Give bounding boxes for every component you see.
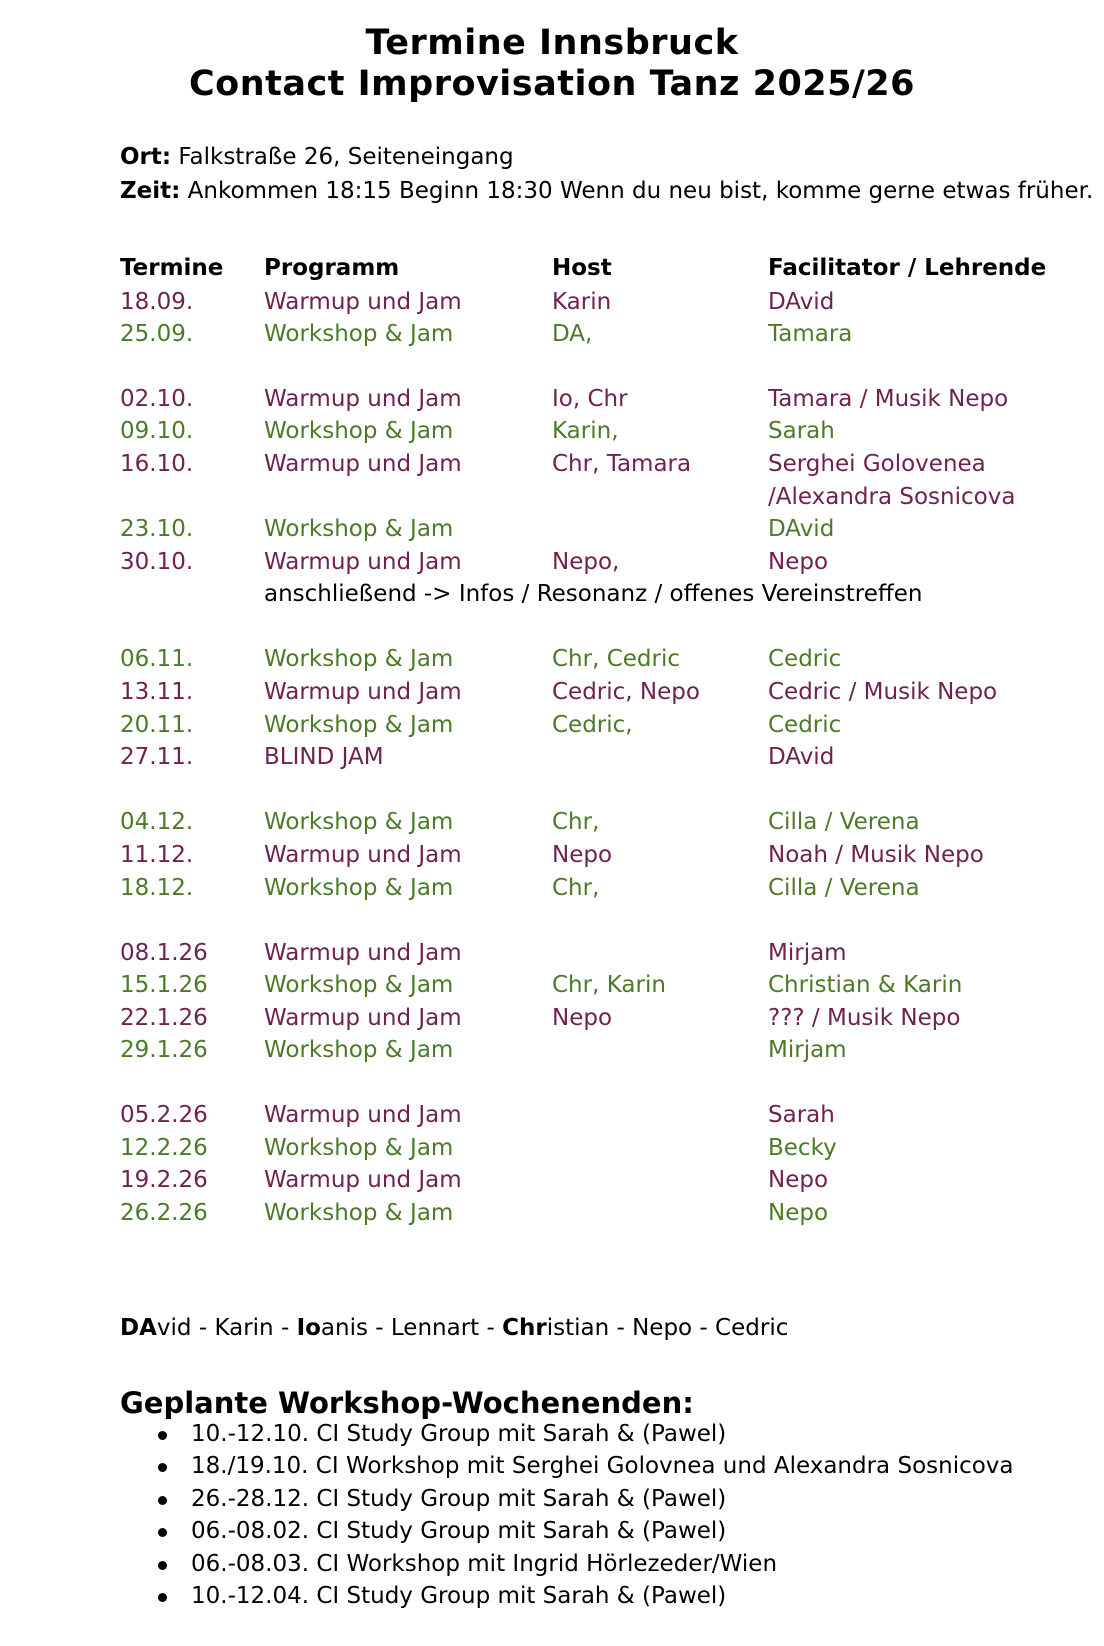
row-date: 08.1.26 [120, 940, 208, 966]
row-date: 12.2.26 [120, 1135, 208, 1161]
row-date: 26.2.26 [120, 1200, 208, 1226]
row-facilitator: Sarah [768, 1102, 835, 1128]
row-facilitator: Nepo [768, 549, 829, 575]
row-date: 15.1.26 [120, 972, 208, 998]
name-abbrev: DA [120, 1315, 157, 1341]
row-facilitator: Cilla / Verena [768, 809, 920, 835]
row-program: Warmup und Jam [264, 1005, 462, 1031]
location-label: Ort: [120, 144, 172, 170]
row-facilitator: Nepo [768, 1167, 829, 1193]
location-value: Falkstraße 26, Seiteneingang [171, 144, 514, 170]
row-host: Chr, Cedric [552, 646, 681, 672]
names-separator: - [367, 1315, 391, 1341]
row-host: Chr, Tamara [552, 451, 692, 477]
row-date: 25.09. [120, 321, 194, 347]
row-date: 13.11. [120, 679, 194, 705]
row-date: 29.1.26 [120, 1037, 208, 1063]
row-date: 20.11. [120, 712, 194, 738]
names-legend [120, 1312, 788, 1344]
time-label: Zeit: [120, 178, 181, 204]
row-program: Warmup und Jam [264, 842, 462, 868]
page-title-line-1: Termine Innsbruck [365, 23, 739, 63]
header-facilitator: Facilitator / Lehrende [768, 255, 1047, 281]
row-program: Workshop & Jam [264, 321, 454, 347]
row-facilitator: DAvid [768, 516, 835, 542]
row-program: Warmup und Jam [264, 549, 462, 575]
row-host: Karin, [552, 418, 619, 444]
row-program: Warmup und Jam [264, 679, 462, 705]
row-date: 19.2.26 [120, 1167, 208, 1193]
row-facilitator: Noah / Musik Nepo [768, 842, 984, 868]
row-host: DA, [552, 321, 593, 347]
row-program: Warmup und Jam [264, 451, 462, 477]
location-line [120, 141, 514, 173]
name-rest: Nepo [632, 1315, 693, 1341]
row-date: 05.2.26 [120, 1102, 208, 1128]
row-facilitator: Tamara [768, 321, 853, 347]
row-host: Nepo [552, 1005, 613, 1031]
workshop-item-text: 10.-12.10. CI Study Group mit Sarah & (Pawel) [191, 1421, 727, 1447]
row-host: Io, Chr [552, 386, 628, 412]
row-program: Warmup und Jam [264, 1167, 462, 1193]
row-date: 09.10. [120, 418, 194, 444]
row-program: Workshop & Jam [264, 712, 454, 738]
row-program: Warmup und Jam [264, 1102, 462, 1128]
row-program: Workshop & Jam [264, 1135, 454, 1161]
row-date: 27.11. [120, 744, 194, 770]
bullet-icon [158, 1561, 167, 1570]
row-program: anschließend -> Infos / Resonanz / offenes Vereinstreffen [264, 581, 923, 607]
header-host: Host [552, 255, 612, 281]
name-abbrev: Io [296, 1315, 321, 1341]
workshop-item-text: 10.-12.04. CI Study Group mit Sarah & (Pawel) [191, 1583, 727, 1609]
name-rest: istian [546, 1315, 610, 1341]
row-facilitator: Nepo [768, 1200, 829, 1226]
row-date: 11.12. [120, 842, 194, 868]
row-program: Workshop & Jam [264, 516, 454, 542]
row-date: 18.12. [120, 875, 194, 901]
row-facilitator: Christian & Karin [768, 972, 963, 998]
row-facilitator: Cedric [768, 646, 842, 672]
row-facilitator: ??? / Musik Nepo [768, 1005, 961, 1031]
row-host: Cedric, [552, 712, 633, 738]
row-facilitator: Cedric / Musik Nepo [768, 679, 998, 705]
row-host: Nepo, [552, 549, 620, 575]
name-rest: anis [320, 1315, 368, 1341]
bullet-icon [158, 1463, 167, 1472]
row-date: 30.10. [120, 549, 194, 575]
row-facilitator: Cilla / Verena [768, 875, 920, 901]
row-facilitator: /Alexandra Sosnicova [768, 484, 1016, 510]
bullet-icon [158, 1496, 167, 1505]
row-program: BLIND JAM [264, 744, 384, 770]
header-termine: Termine [120, 255, 224, 281]
workshop-item-text: 06.-08.02. CI Study Group mit Sarah & (Pawel) [191, 1518, 727, 1544]
workshop-item-text: 06.-08.03. CI Workshop mit Ingrid Hörlezeder/Wien [191, 1551, 778, 1577]
row-date: 06.11. [120, 646, 194, 672]
row-facilitator: Cedric [768, 712, 842, 738]
row-facilitator: Tamara / Musik Nepo [768, 386, 1009, 412]
time-line [120, 175, 1093, 207]
row-host: Chr, Karin [552, 972, 666, 998]
row-program: Workshop & Jam [264, 1200, 454, 1226]
bullet-icon [158, 1528, 167, 1537]
workshops-title: Geplante Workshop-Wochenenden: [120, 1386, 694, 1420]
row-facilitator: Serghei Golovenea [768, 451, 986, 477]
row-facilitator: Mirjam [768, 940, 847, 966]
names-separator: - [273, 1315, 297, 1341]
names-separator: - [479, 1315, 503, 1341]
row-program: Warmup und Jam [264, 386, 462, 412]
name-rest: vid [156, 1315, 192, 1341]
row-date: 04.12. [120, 809, 194, 835]
row-program: Warmup und Jam [264, 940, 462, 966]
row-facilitator: Becky [768, 1135, 837, 1161]
row-facilitator: DAvid [768, 289, 835, 315]
row-program: Workshop & Jam [264, 972, 454, 998]
row-date: 18.09. [120, 289, 194, 315]
row-date: 23.10. [120, 516, 194, 542]
name-abbrev: Chr [502, 1315, 547, 1341]
workshop-item-text: 26.-28.12. CI Study Group mit Sarah & (Pawel) [191, 1486, 727, 1512]
row-program: Workshop & Jam [264, 418, 454, 444]
bullet-icon [158, 1431, 167, 1440]
row-program: Workshop & Jam [264, 809, 454, 835]
names-separator: - [191, 1315, 215, 1341]
row-program: Warmup und Jam [264, 289, 462, 315]
header-programm: Programm [264, 255, 400, 281]
row-host: Chr, [552, 875, 600, 901]
name-rest: Cedric [715, 1315, 789, 1341]
row-host: Karin [552, 289, 612, 315]
row-host: Nepo [552, 842, 613, 868]
names-separator: - [609, 1315, 633, 1341]
row-host: Cedric, Nepo [552, 679, 700, 705]
page-title-line-2: Contact Improvisation Tanz 2025/26 [188, 64, 915, 104]
bullet-icon [158, 1593, 167, 1602]
row-facilitator: DAvid [768, 744, 835, 770]
row-date: 16.10. [120, 451, 194, 477]
row-date: 02.10. [120, 386, 194, 412]
row-host: Chr, [552, 809, 600, 835]
name-rest: Lennart [390, 1315, 480, 1341]
names-separator: - [692, 1315, 716, 1341]
row-facilitator: Sarah [768, 418, 835, 444]
time-value: Ankommen 18:15 Beginn 18:30 Wenn du neu bist, komme gerne etwas früher. [180, 178, 1094, 204]
row-program: Workshop & Jam [264, 1037, 454, 1063]
row-facilitator: Mirjam [768, 1037, 847, 1063]
row-program: Workshop & Jam [264, 875, 454, 901]
row-program: Workshop & Jam [264, 646, 454, 672]
name-rest: Karin [214, 1315, 274, 1341]
workshop-item-text: 18./19.10. CI Workshop mit Serghei Golovnea und Alexandra Sosnicova [191, 1453, 1014, 1479]
row-date: 22.1.26 [120, 1005, 208, 1031]
